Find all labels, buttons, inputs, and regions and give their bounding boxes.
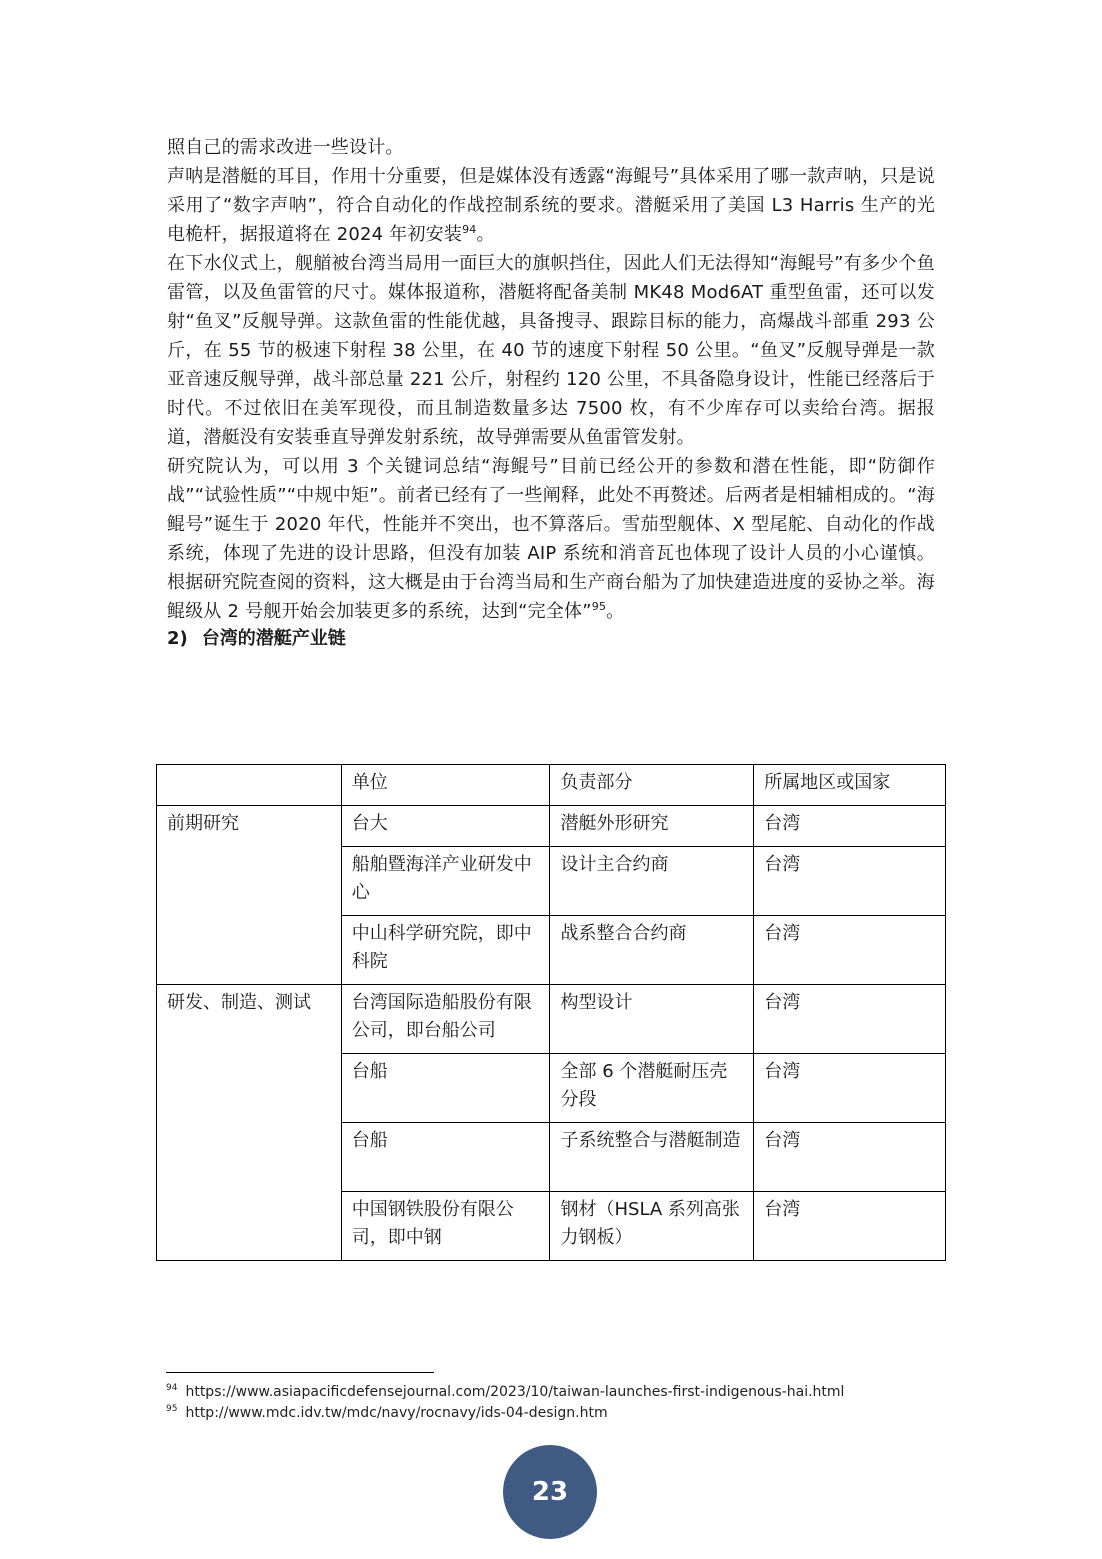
part-cell: 钢材（HSLA 系列高张力钢板） [550,1192,754,1261]
footnote-ref-94[interactable]: 94 [462,223,477,236]
part-cell: 子系统整合与潜艇制造 [550,1123,754,1192]
section-title: 台湾的潜艇产业链 [201,628,346,649]
region-cell: 台湾 [754,985,946,1054]
table-header-cell [157,765,342,806]
part-cell: 设计主合约商 [550,847,754,916]
page-number: 23 [531,1477,569,1507]
stage-cell: 前期研究 [157,806,342,985]
unit-cell: 中国钢铁股份有限公司，即中钢 [341,1192,550,1261]
table-header-cell: 所属地区或国家 [754,765,946,806]
footnote-link[interactable]: http://www.mdc.idv.tw/mdc/navy/rocnavy/ids-04-design.htm [185,1405,608,1421]
region-cell: 台湾 [754,1192,946,1261]
unit-cell: 船舶暨海洋产业研发中心 [341,847,550,916]
footnote-95 [166,1403,844,1424]
region-cell: 台湾 [754,1054,946,1123]
table-row [157,985,946,1054]
body-content [167,133,935,670]
paragraph-2-end: 。 [476,224,495,245]
footnote-94 [166,1382,844,1403]
paragraph-4-text: 研究院认为，可以用 3 个关键词总结“海鲲号”目前已经公开的参数和潜在性能，即“防御作战”“试验性质”“中规中矩”。前者已经有了一些阐释，此处不再赘述。后两者是相辅相成的。“海鲲号”诞生于 2020 年代，性能并不突出，也不算落后。雪茄型舰体、X 型尾舵、自动化的作战系统，体现了先进的设计思路，但没有加装 AIP 系统和消音瓦也体现了设计人员的小心谨慎。根据研究院查阅的资料，这大概是由于台湾当局和生产商台船为了加快建造进度的妥协之举。海鲲级从 2 号舰开始会加装更多的系统，达到“完全体” [167,456,935,622]
footnotes [166,1382,844,1424]
page-number-badge [503,1445,597,1539]
footnote-link[interactable]: https://www.asiapacificdefensejournal.com/2023/10/taiwan-launches-first-indigenous-hai.html [185,1384,845,1400]
region-cell: 台湾 [754,1123,946,1192]
footnote-number: 95 [166,1404,178,1415]
footnote-divider [166,1372,434,1373]
unit-cell: 台湾国际造船股份有限公司，即台船公司 [341,985,550,1054]
unit-cell: 台大 [341,806,550,847]
unit-cell: 中山科学研究院，即中科院 [341,916,550,985]
section-heading [167,626,935,652]
section-number: 2) [167,628,188,649]
table-header-row [157,765,946,806]
table-header-cell: 负责部分 [550,765,754,806]
paragraph-2 [167,162,935,249]
paragraph-4-end: 。 [606,601,625,622]
paragraph-3 [167,249,935,452]
paragraph-1 [167,133,935,162]
supply-chain-table [156,764,946,1261]
part-cell: 全部 6 个潜艇耐压壳分段 [550,1054,754,1123]
part-cell: 战系整合合约商 [550,916,754,985]
paragraph-4 [167,452,935,626]
paragraph-1-text: 照自己的需求改进一些设计。 [167,137,404,158]
footnote-ref-95[interactable]: 95 [591,600,607,613]
paragraph-3-text: 在下水仪式上，舰艏被台湾当局用一面巨大的旗帜挡住，因此人们无法得知“海鲲号”有多少个鱼雷管，以及鱼雷管的尺寸。媒体报道称，潜艇将配备美制 MK48 Mod6AT 重型鱼雷，还可以发射“鱼叉”反舰导弹。这款鱼雷的性能优越，具备搜寻、跟踪目标的能力，高爆战斗部重 293 公斤，在 55 节的极速下射程 38 公里，在 40 节的速度下射程 50 公里。“鱼叉”反舰导弹是一款亚音速反舰导弹，战斗部总量 221 公斤，射程约 120 公里，不具备隐身设计，性能已经落后于时代。不过依旧在美军现役，而且制造数量多达 7500 枚，有不少库存可以卖给台湾。据报道，潜艇没有安装垂直导弹发射系统，故导弹需要从鱼雷管发射。 [167,253,935,448]
footnote-number: 94 [166,1383,178,1394]
region-cell: 台湾 [754,916,946,985]
paragraph-2-text: 声呐是潜艇的耳目，作用十分重要，但是媒体没有透露“海鲲号”具体采用了哪一款声呐，只是说采用了“数字声呐”，符合自动化的作战控制系统的要求。潜艇采用了美国 L3 Harris 生产的光电桅杆，据报道将在 2024 年初安装 [167,166,935,245]
table-header-cell: 单位 [341,765,550,806]
region-cell: 台湾 [754,847,946,916]
part-cell: 潜艇外形研究 [550,806,754,847]
region-cell: 台湾 [754,806,946,847]
unit-cell: 台船 [341,1054,550,1123]
table-row [157,806,946,847]
unit-cell: 台船 [341,1123,550,1192]
stage-cell: 研发、制造、测试 [157,985,342,1261]
part-cell: 构型设计 [550,985,754,1054]
